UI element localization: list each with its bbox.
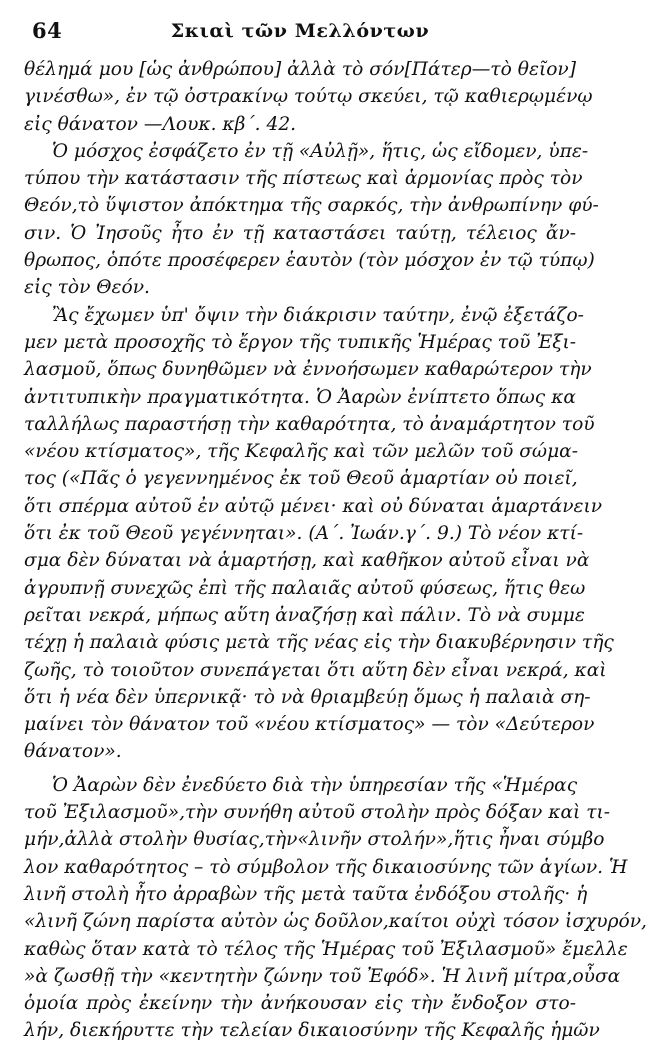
text-line: τοῦ Ἐξιλασμοῦ»,τὴν συνήθη αὐτοῦ στολὴν πρὸς δόξαν καὶ τι- xyxy=(24,802,611,824)
body-text xyxy=(24,56,647,1045)
text-line: ρεῖται νεκρά, μήπως αὕτη ἀναζήσῃ καὶ πάλιν. Τὸ νὰ συμμε xyxy=(24,604,585,626)
text-line: λον καθαρότητος – τὸ σύμβολον τῆς δικαιοσύνης τῶν ἁγίων. Ἡ xyxy=(24,856,628,878)
text-line: Ὁ Ἀαρὼν δὲν ἐνεδύετο διὰ τὴν ὑπηρεσίαν τῆς «Ἡμέρας xyxy=(52,774,578,796)
paragraph xyxy=(24,138,599,302)
text-line: εἰς τὸν Θεόν. xyxy=(24,277,150,299)
paragraph xyxy=(24,56,593,138)
paragraph xyxy=(24,772,647,1045)
text-line: εἰς θάνατον —Λουκ. κβ΄. 42. xyxy=(24,113,297,135)
text-line: ὅτι ἡ νέα δὲν ὑπερνικᾷ· τὸ νὰ θριαμβεύῃ ὅμως ἡ παλαιὰ ση- xyxy=(24,686,591,708)
text-line: ζωῆς, τὸ τοιοῦτον συνεπάγεται ὅτι αὕτη δὲν εἶναι νεκρά, καὶ xyxy=(24,659,607,681)
text-line: τέχῃ ἡ παλαιὰ φύσις μετὰ τῆς νέας εἰς τὴν διακυβέρνησιν τῆς xyxy=(24,632,614,654)
paragraph xyxy=(24,302,614,766)
text-line: λήν, διεκήρυττε τὴν τελείαν δικαιοσύνην τῆς Κεφαλῆς ἡμῶν xyxy=(24,1020,600,1042)
text-line: ταλλήλως παραστήσῃ τὴν καθαρότητα, τὸ ἀναμάρτητον τοῦ xyxy=(24,413,595,435)
text-line: μήν,ἀλλὰ στολὴν θυσίας,τὴν«λινῆν στολήν»,ἥτις ἦναι σύμβο xyxy=(24,829,605,851)
text-line: «νέου κτίσματος», τῆς Κεφαλῆς καὶ τῶν μελῶν τοῦ σώμα- xyxy=(24,441,579,463)
text-line: γινέσθω», ἐν τῷ ὀστρακίνῳ τούτῳ σκεύει, τῷ καθιερῳμένῳ xyxy=(24,86,593,108)
text-line: λινῆ στολὴ ἦτο ἀρραβὼν τῆς μετὰ ταῦτα ἐνδόξου στολῆς· ἡ xyxy=(24,883,588,905)
text-line: Θεόν,τὸ ὕψιστον ἀπόκτημα τῆς σαρκός, τὴν ἀνθρωπίνην φύ- xyxy=(24,195,599,217)
text-line: Ὁ μόσχος ἐσφάζετο ἐν τῇ «Αὐλῇ», ἥτις, ὡς εἴδομεν, ὑπε- xyxy=(52,140,589,162)
text-line: λασμοῦ, ὅπως δυνηθῶμεν νὰ ἐννοήσωμεν καθαρώτερον τὴν xyxy=(24,359,592,381)
text-line: θρωπος, ὁπότε προσέφερεν ἑαυτὸν (τὸν μόσχον ἐν τῷ τύπῳ) xyxy=(24,250,595,272)
text-line: τος («Πᾶς ὁ γεγεννημένος ἐκ τοῦ Θεοῦ ἁμαρτίαν οὐ ποιεῖ, xyxy=(24,468,578,490)
text-line: μεν μετὰ προσοχῆς τὸ ἔργον τῆς τυπικῆς Ἡμέρας τοῦ Ἐξι- xyxy=(24,331,577,353)
text-line: ἀγρυπνῇ συνεχῶς ἐπὶ τῆς παλαιᾶς αὐτοῦ φύσεως, ἥτις θεω xyxy=(24,577,586,599)
text-line: μαίνει τὸν θάνατον τοῦ «νέου κτίσματος» — τὸν «Δεύτερον xyxy=(24,714,595,736)
text-line: τύπου τὴν κατάστασιν τῆς πίστεως καὶ ἁρμονίας πρὸς τὸν xyxy=(24,168,583,190)
text-line: καθὼς ὅταν κατὰ τὸ τέλος τῆς Ἡμέρας τοῦ Ἐξιλασμοῦ» ἔμελλε xyxy=(24,938,628,960)
text-line: θάνατον». xyxy=(24,741,122,763)
text-line: ὅτι ἐκ τοῦ Θεοῦ γεγέννηται». (Α΄. Ἰωάν.γ΄. 9.) Τὸ νέον κτί- xyxy=(24,523,584,545)
page-header xyxy=(24,12,576,46)
text-line: θέλημά μου [ὡς ἀνθρώπου] ἀλλὰ τὸ σόν[Πάτερ—τὸ θεῖον] xyxy=(24,59,576,80)
text-line: ὅτι σπέρμα αὐτοῦ ἐν αὐτῷ μένει· καὶ οὐ δύναται ἁμαρτάνειν xyxy=(24,495,603,517)
text-line: ὁμοία πρὸς ἐκείνην τὴν ἀνήκουσαν εἰς τὴν ἔνδοξον στο- xyxy=(24,993,576,1015)
text-line: Ἂς ἔχωμεν ὑπ' ὄψιν τὴν διάκρισιν ταύτην, ἐνῷ ἐξετάζο- xyxy=(52,304,584,326)
text-line: «λινῆ ζώνη παρίστα αὐτὸν ὡς δοῦλον,καίτοι οὐχὶ τόσον ἰσχυρόν, xyxy=(24,911,647,933)
text-line: σμα δὲν δύναται νὰ ἁμαρτήσῃ, καὶ καθῆκον αὐτοῦ εἶναι νὰ xyxy=(24,550,590,572)
page-number: 64 xyxy=(32,18,63,43)
text-line: σιν. Ὁ Ἰησοῦς ἦτο ἐν τῇ καταστάσει ταύτῃ, τέλειος ἄν- xyxy=(24,222,576,244)
text-line: »ὰ ζωσθῇ τὴν «κεντητὴν ζώνην τοῦ Ἐφόδ». Ἡ λινῆ μίτρα,οὖσα xyxy=(24,965,621,987)
text-line: ἀντιτυπικὴν πραγματικότητα. Ὁ Ἀαρὼν ἐνίπτετο ὅπως κα xyxy=(24,386,576,408)
running-title: Σκιαὶ τῶν Μελλόντων xyxy=(170,20,430,42)
